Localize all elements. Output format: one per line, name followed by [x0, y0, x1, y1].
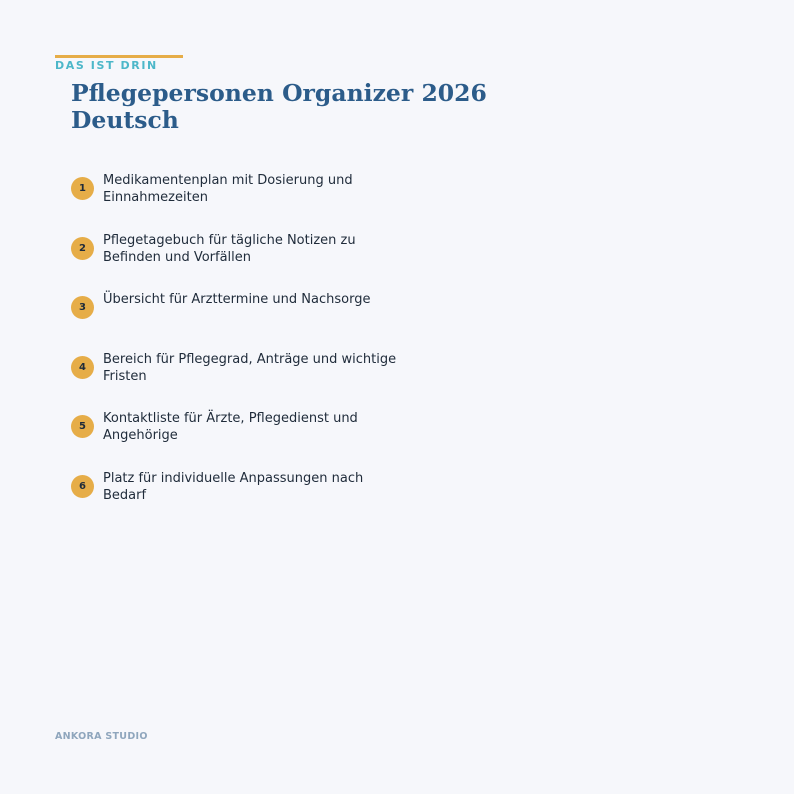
number-badge: 6	[71, 475, 94, 498]
feature-text: Übersicht für Arzttermine und Nachsorge	[103, 292, 371, 308]
brand-footer: ANKORA STUDIO	[55, 731, 148, 742]
accent-bar	[55, 55, 183, 58]
feature-text: Bereich für Pflegegrad, Anträge und wichtige Fristen	[103, 351, 397, 384]
feature-text: Medikamentenplan mit Dosierung und Einnahmezeiten	[103, 173, 353, 205]
number-badge: 2	[71, 237, 94, 260]
number-badge: 5	[71, 415, 94, 438]
feature-text: Pflegetagebuch für tägliche Notizen zu Befinden und Vorfällen	[103, 232, 356, 265]
feature-text: Kontaktliste für Ärzte, Pflegedienst und Angehörige	[103, 411, 358, 444]
section-kicker: DAS IST DRIN	[55, 59, 158, 72]
number-badge: 3	[71, 296, 94, 319]
title-line-1: Pflegepersonen Organizer 2026	[71, 79, 487, 107]
title-line-2: Deutsch	[71, 106, 179, 134]
feature-text: Platz für individuelle Anpassungen nach Bedarf	[103, 470, 364, 503]
number-badge: 1	[71, 177, 94, 200]
number-badge: 4	[71, 356, 94, 379]
page-title	[71, 80, 591, 134]
